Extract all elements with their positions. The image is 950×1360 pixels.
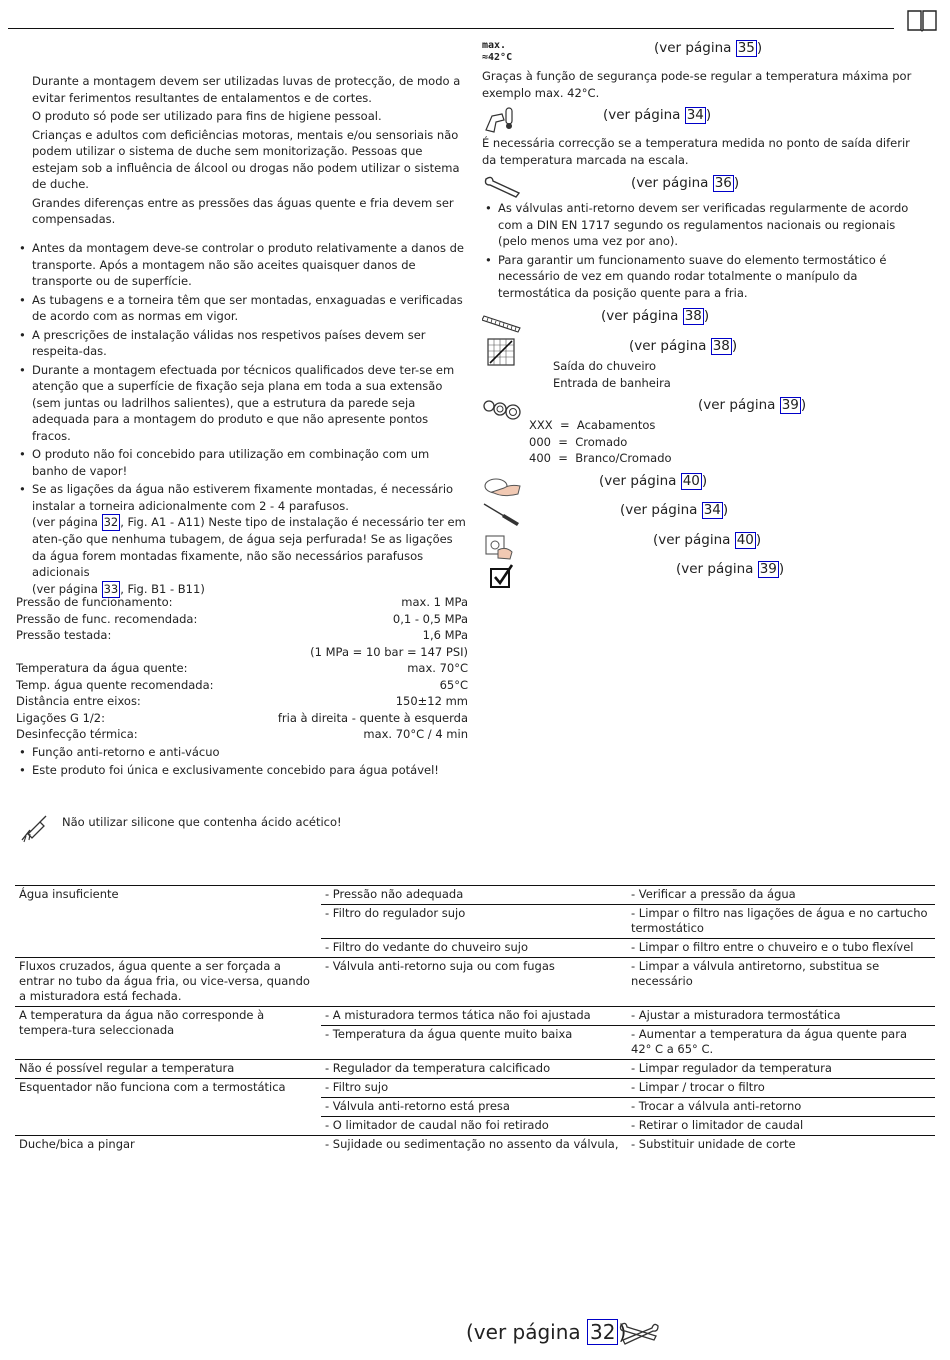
- ruler-icon: [482, 310, 522, 339]
- safety-function-text: Graças à função de segurança pode-se regular a temperatura máxima por exemplo max. 42°C.: [482, 69, 912, 100]
- safety-text: O produto só pode ser utilizado para fins de higiene pessoal.: [32, 109, 382, 123]
- page-link[interactable]: 40: [736, 532, 754, 548]
- problem-cell: Não é possível regular a temperatura: [15, 1060, 321, 1079]
- spec-row: Distância entre eixos: 150±12 mm: [16, 694, 468, 708]
- specs-table: [16, 594, 468, 781]
- finishes-list: [529, 417, 672, 467]
- safety-text: Grandes diferenças entre as pressões das águas quente e fria devem ser compensadas.: [32, 195, 454, 226]
- page-ref: (ver página 40 ): [653, 532, 762, 548]
- page-link[interactable]: 40: [682, 473, 700, 489]
- cause-cell: - Filtro do regulador sujo: [321, 905, 627, 939]
- cause-cell: - Filtro do vedante do chuveiro sujo: [321, 939, 627, 958]
- fix-cell: - Aumentar a temperatura da água quente para 42° C a 65° C.: [627, 1026, 935, 1060]
- max-temp-label: max. ≈42°C: [482, 40, 513, 63]
- page-ref: (ver página 35 ): [654, 40, 763, 56]
- cause-cell: - Temperatura da água quente muito baixa: [321, 1026, 627, 1060]
- problem-cell: Esquentador não funciona com a termostática: [15, 1079, 321, 1136]
- list-item: • O produto não foi concebido para utilização em combinação com um banho de vapor!: [16, 446, 468, 479]
- page-link[interactable]: 38: [684, 308, 702, 324]
- page-ref: (ver página 38 ): [629, 338, 738, 354]
- page-link[interactable]: 32: [587, 1319, 618, 1345]
- problem-cell: Água insuficiente: [15, 886, 321, 958]
- fix-cell: - Substituir unidade de corte: [627, 1136, 935, 1155]
- fix-cell: - Limpar regulador da temperatura: [627, 1060, 935, 1079]
- list-item: • Antes da montagem deve-se controlar o produto relativamente a danos de transporte. Após a montagem não são aceites quaisquer danos de transporte ou de superfície.: [16, 240, 468, 290]
- page-ref: (ver página 40 ): [599, 473, 708, 489]
- screws-text: Se as ligações da água não estiverem fixamente montadas, é necessário instalar a torneira adicionalmente com 2 - 4 parafusos.: [32, 482, 454, 513]
- page-ref: (ver página 34 ): [620, 502, 729, 518]
- page-link[interactable]: 39: [759, 561, 777, 577]
- troubleshooting-table: [15, 885, 935, 1154]
- spec-row: Pressão testada: 1,6 MPa: [16, 628, 468, 642]
- safety-text: Durante a montagem devem ser utilizadas luvas de protecção, de modo a evitar ferimentos resultantes de entalamentos e de cortes.: [32, 74, 461, 105]
- problem-cell: Fluxos cruzados, água quente a ser forçada a entrar no tubo da água fria, ou vice-versa, quando a misturadora está fechada.: [15, 958, 321, 1007]
- spec-row: Temperatura da água quente: max. 70°C: [16, 661, 468, 675]
- silicone-gun-icon: [18, 812, 50, 849]
- thermometer-hand-icon: [484, 106, 518, 139]
- cause-cell: - A misturadora termos tática não foi ajustada: [321, 1007, 627, 1026]
- fix-cell: - Trocar a válvula anti-retorno: [627, 1098, 935, 1117]
- spec-row: Temp. água quente recomendada: 65°C: [16, 677, 468, 692]
- spec-row: Pressão de funcionamento: max. 1 MPa: [16, 595, 468, 609]
- screwdriver-icon: [482, 502, 522, 531]
- list-item: • Durante a montagem efectuada por técnicos qualificados deve ter-se em atenção que a superfície de fixação seja plana em toda a sua extensão (sem juntas ou ladrilhos salientes), que a estrutura da parede seja adequada para a montagem do produto e que não apresente pontos fracos.: [16, 362, 468, 445]
- footer-page-ref: (ver página 32 ): [466, 1320, 627, 1344]
- cause-cell: - Regulador da temperatura calcificado: [321, 1060, 627, 1079]
- problem-cell: A temperatura da água não corresponde à tempera-tura seleccionada: [15, 1007, 321, 1060]
- safety-section: [32, 73, 468, 230]
- wrenches-icon: [618, 1320, 660, 1351]
- page-ref: (ver página 38 ): [601, 308, 710, 324]
- outlets-list: Saída do chuveiro Entrada de banheira: [553, 359, 671, 390]
- list-item: • Função anti-retorno e anti-vácuo: [16, 744, 468, 761]
- spec-row: Desinfecção térmica: max. 70°C / 4 min: [16, 727, 468, 741]
- fix-cell: - Retirar o limitador de caudal: [627, 1117, 935, 1136]
- page-link[interactable]: 35: [737, 40, 755, 56]
- fix-cell: - Limpar a válvula antiretorno, substitua se necessário: [627, 958, 935, 1007]
- page-link[interactable]: 38: [712, 338, 730, 354]
- cause-cell: - O limitador de caudal não foi retirado: [321, 1117, 627, 1136]
- finish-row: 400 = Branco/Cromado: [529, 451, 672, 465]
- page-ref: (ver página 34 ): [603, 107, 712, 123]
- list-item: • Este produto foi única e exclusivamente concebido para água potável!: [16, 762, 468, 779]
- spec-row: (1 MPa = 10 bar = 147 PSI): [310, 644, 468, 659]
- page-link[interactable]: 36: [714, 175, 732, 191]
- list-item: • A prescrições de instalação válidas nos respetivos países devem ser respeita-das.: [16, 327, 468, 360]
- list-item: • Se as ligações da água não estiverem fixamente montadas, é necessário instalar a torneira adicionalmente com 2 - 4 parafusos. (ver página 32 , Fig. A1 - A11) Neste tipo de instalação é necessário ter em aten-ção que nenhuma tubagem, de água seja perfurada! Se as ligações da água forem montadas fixamente, não são necessários parafusos adicionais (ver página 33 , Fig. B1 - B11): [16, 481, 468, 598]
- page-ref: (ver página 39 ): [698, 397, 807, 413]
- list-item: • As válvulas anti-retorno devem ser verificadas regularmente de acordo com a DIN EN 1717 segundo os regulamentos nacionais ou regionais (pelo menos uma vez por ano).: [482, 200, 924, 250]
- fix-cell: - Limpar / trocar o filtro: [627, 1079, 935, 1098]
- spec-row: Pressão de func. recomendada: 0,1 - 0,5 MPa: [16, 611, 468, 626]
- calibration-text: É necessária correcção se a temperatura medida no ponto de saída diferir da temperatura marcada na escala.: [482, 136, 910, 167]
- fix-cell: - Ajustar a misturadora termostática: [627, 1007, 935, 1026]
- spec-row: Ligações G 1/2: fria à direita - quente à esquerda: [16, 710, 468, 725]
- finish-row: XXX = Acabamentos: [529, 418, 656, 432]
- install-notes: [16, 240, 468, 600]
- cause-cell: - Válvula anti-retorno suja ou com fugas: [321, 958, 627, 1007]
- cause-cell: - Sujidade ou sedimentação no assento da válvula,: [321, 1136, 627, 1155]
- safety-text: Crianças e adultos com deficiências motoras, mentais e/ou sensoriais não podem utilizar o sistema de duche sem monitorização. Pessoas que estejam sob a influência de álcool ou drogas não podem utilizar o sistema de duche.: [32, 127, 460, 191]
- page-link[interactable]: 34: [703, 502, 721, 518]
- checkbox-check-icon: [490, 564, 514, 593]
- page-link[interactable]: 34: [686, 107, 704, 123]
- hand-cleaning-icon: [482, 472, 522, 505]
- cause-cell: - Filtro sujo: [321, 1079, 627, 1098]
- page-link[interactable]: 39: [781, 397, 799, 413]
- scale-grid-icon: [487, 338, 515, 371]
- page-link[interactable]: 33: [103, 581, 119, 596]
- list-item: • Para garantir um funcionamento suave do elemento termostático é necessário de vez em quando rodar totalmente o manípulo da termostática da posição quente para a fria.: [482, 252, 924, 302]
- header-rule: [8, 28, 894, 29]
- parts-icon: [482, 398, 524, 427]
- hand-valve-icon: [484, 532, 516, 565]
- page-link[interactable]: 32: [103, 515, 119, 529]
- finish-row: 000 = Cromado: [529, 434, 628, 449]
- silicone-note: Não utilizar silicone que contenha ácido acético!: [62, 815, 342, 829]
- list-item: • As tubagens e a torneira têm que ser montadas, enxaguadas e verificadas de acordo com as normas em vigor.: [16, 292, 468, 325]
- cause-cell: - Pressão não adequada: [321, 886, 627, 905]
- cause-cell: - Válvula anti-retorno está presa: [321, 1098, 627, 1117]
- book-icon: [906, 8, 938, 37]
- fix-cell: - Limpar o filtro nas ligações de água e no cartucho termostático: [627, 905, 935, 939]
- fix-cell: - Verificar a pressão da água: [627, 886, 935, 905]
- maintenance-list: [482, 200, 924, 303]
- page-ref: (ver página 39 ): [676, 561, 785, 577]
- problem-cell: Duche/bica a pingar: [15, 1136, 321, 1155]
- page-ref: (ver página 36 ): [631, 175, 740, 191]
- fix-cell: - Limpar o filtro entre o chuveiro e o tubo flexível: [627, 939, 935, 958]
